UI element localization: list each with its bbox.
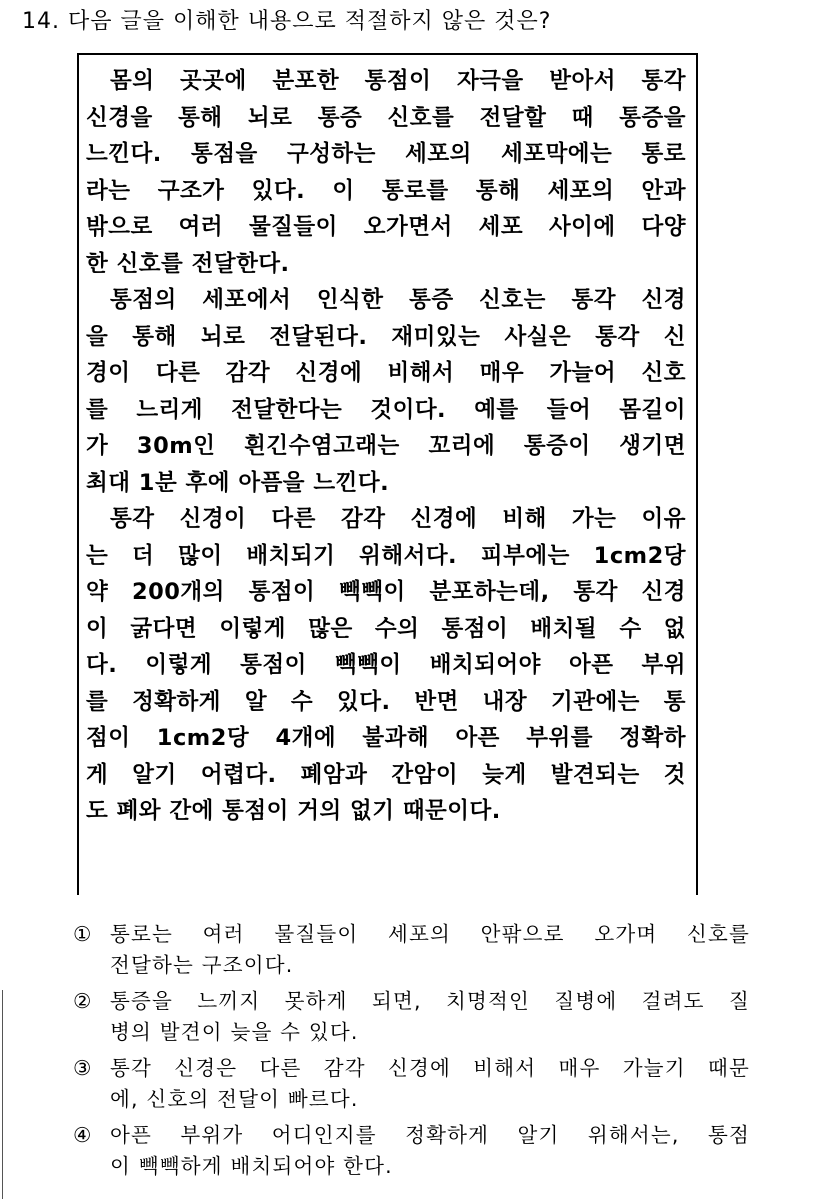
option-text <box>110 1119 750 1181</box>
passage-line: 통점의 세포에서 인식한 통증 신호는 통각 신경 <box>110 287 686 313</box>
question-title: 14. 다음 글을 이해한 내용으로 적절하지 않은 것은? <box>22 9 552 34</box>
passage-line: 밖으로 여러 물질들이 오가면서 세포 사이에 다양 <box>86 214 686 240</box>
option-text <box>110 985 750 1047</box>
passage-line: 다. 이렇게 통점이 빽빽이 배치되어야 아픈 부위 <box>86 652 686 678</box>
passage-line: 게 알기 어렵다. 폐암과 간암이 늦게 발견되는 것 <box>86 761 686 788</box>
passage-line: 몸의 곳곳에 분포한 통점이 자극을 받아서 통각 <box>110 68 686 94</box>
passage-line: 는 더 많이 배치되기 위해서다. 피부에는 1cm2당 <box>86 542 686 569</box>
answer-options <box>73 918 753 1186</box>
passage-box <box>77 53 698 895</box>
option-line: 통증을 느끼지 못하게 되면, 치명적인 질병에 걸려도 질 <box>110 989 750 1013</box>
passage-line: 경이 다른 감각 신경에 비해서 매우 가늘어 신호 <box>86 360 686 386</box>
option-4[interactable] <box>73 1119 753 1186</box>
option-marker: ② <box>73 989 92 1013</box>
option-2[interactable] <box>73 985 753 1052</box>
option-text <box>110 918 750 980</box>
option-marker: ③ <box>73 1056 92 1080</box>
option-marker: ① <box>73 922 92 946</box>
option-line: 전달하는 구조이다. <box>110 953 294 977</box>
option-3[interactable] <box>73 1052 753 1119</box>
passage-line: 최대 1분 후에 아픔을 느낀다. <box>86 469 390 496</box>
passage-line: 도 폐와 간에 통점이 거의 없기 때문이다. <box>86 798 501 824</box>
passage-line: 약 200개의 통점이 빽빽이 분포하는데, 통각 신경 <box>86 579 686 605</box>
passage-line: 를 정확하게 알 수 있다. 반면 내장 기관에는 통 <box>86 688 686 715</box>
option-text <box>110 1052 750 1114</box>
option-line: 병의 발견이 늦을 수 있다. <box>110 1020 359 1044</box>
passage-line: 점이 1cm2당 4개에 불과해 아픈 부위를 정확하 <box>86 725 686 751</box>
option-line: 에, 신호의 전달이 빠르다. <box>110 1087 359 1111</box>
passage-line: 를 느리게 전달한다는 것이다. 예를 들어 몸길이 <box>86 396 686 423</box>
passage-line: 신경을 통해 뇌로 통증 신호를 전달할 때 통증을 <box>86 104 686 131</box>
passage-line: 라는 구조가 있다. 이 통로를 통해 세포의 안과 <box>86 177 686 204</box>
passage-text <box>86 63 686 830</box>
column-divider <box>2 990 3 1199</box>
option-line: 아픈 부위가 어디인지를 정확하게 알기 위해서는, 통점 <box>110 1123 750 1147</box>
passage-line: 이 굵다면 이렇게 많은 수의 통점이 배치될 수 없 <box>86 615 686 642</box>
passage-line: 한 신호를 전달한다. <box>86 250 290 277</box>
passage-line: 가 30m인 흰긴수염고래는 꼬리에 통증이 생기면 <box>86 433 686 459</box>
option-1[interactable] <box>73 918 753 985</box>
option-line: 이 빽빽하게 배치되어야 한다. <box>110 1154 393 1178</box>
passage-line: 을 통해 뇌로 전달된다. 재미있는 사실은 통각 신 <box>86 323 686 350</box>
option-marker: ④ <box>73 1123 92 1147</box>
option-line: 통로는 여러 물질들이 세포의 안팎으로 오가며 신호를 <box>110 922 750 946</box>
option-line: 통각 신경은 다른 감각 신경에 비해서 매우 가늘기 때문 <box>110 1056 750 1080</box>
passage-line: 통각 신경이 다른 감각 신경에 비해 가는 이유 <box>110 506 686 532</box>
passage-line: 느낀다. 통점을 구성하는 세포의 세포막에는 통로 <box>86 141 686 167</box>
